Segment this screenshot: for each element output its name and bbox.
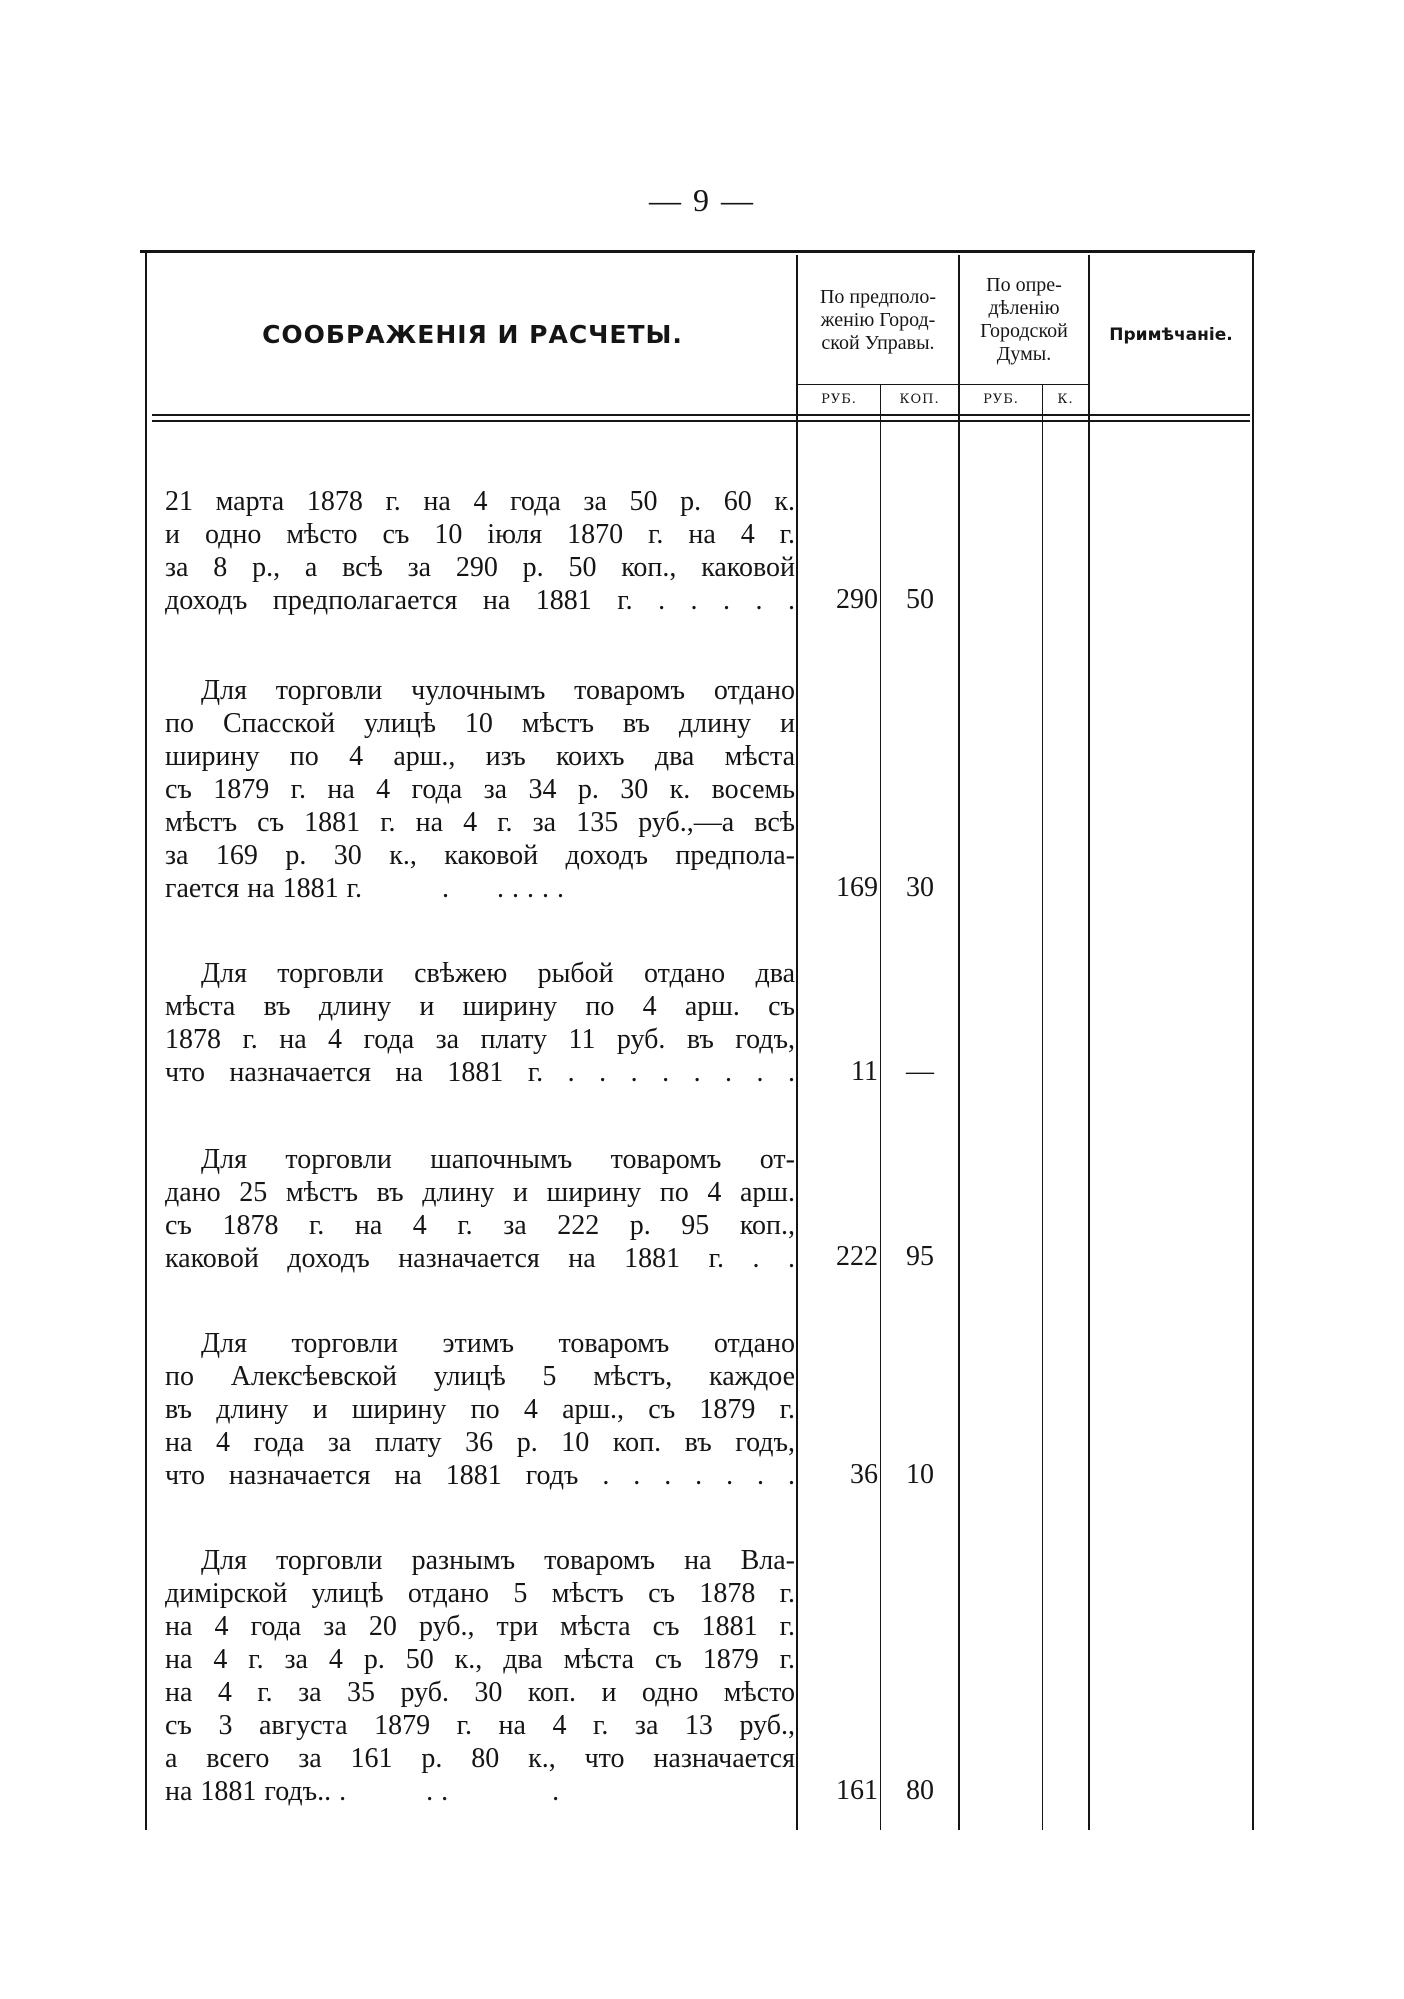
- entry-line: димiрской улицѣ отдано 5 мѣстъ съ 1878 г.: [165, 1578, 795, 1609]
- table-title: СООБРАЖЕНIЯ И РАСЧЕТЫ.: [262, 319, 683, 349]
- entry-text: [165, 674, 795, 905]
- entry-line: на 4 г. за 35 руб. 30 коп. и одно мѣсто: [165, 1677, 795, 1708]
- entry-line: 21 марта 1878 г. на 4 года за 50 р. 60 к.: [165, 486, 795, 517]
- entry-line: а всего за 161 р. 80 к., что назначается: [165, 1743, 795, 1774]
- col-divider-uprava-rub: [880, 385, 881, 1830]
- entry-line: на 4 года за 20 руб., три мѣста съ 1881 г.: [165, 1611, 795, 1642]
- amount-rub: 161: [836, 1775, 878, 1806]
- entry-line: Для торговли этимъ товаромъ отдано: [201, 1328, 795, 1359]
- entry-line: Для торговли свѣжею рыбой отдано два: [201, 958, 795, 989]
- entry-line: что назначается на 1881 годъ . . . . . . .: [165, 1460, 795, 1491]
- amount-kop: 10: [906, 1459, 934, 1490]
- entry-line: за 8 р., а всѣ за 290 р. 50 коп., каковой: [165, 552, 795, 583]
- entry-line: дано 25 мѣстъ въ длину и ширину по 4 арш.: [165, 1177, 795, 1208]
- table-right-border: [1252, 250, 1254, 1830]
- entry-line: по Алексѣевской улицѣ 5 мѣстъ, каждое: [165, 1361, 795, 1392]
- entry-line: мѣстъ съ 1881 г. на 4 г. за 135 руб.,—а всѣ: [165, 807, 795, 838]
- unit-rule-uprava: [798, 384, 958, 385]
- amount-kop: —: [906, 1056, 934, 1087]
- entry-line: по Спасской улицѣ 10 мѣстъ въ длину и: [165, 708, 795, 739]
- entry-text: [165, 1544, 795, 1808]
- amount-rub: 222: [836, 1241, 878, 1272]
- entry-text: [165, 957, 795, 1089]
- entry-text: [165, 1327, 795, 1492]
- unit-k-duma: К.: [1057, 392, 1074, 407]
- entry-line: съ 1879 г. на 4 года за 34 р. 30 к. восемь: [165, 774, 795, 805]
- entry-line: Для торговли чулочнымъ товаромъ отдано: [201, 675, 795, 706]
- entry-line: гается на 1881 г. . . . . . .: [165, 873, 564, 904]
- entry-text: [165, 485, 795, 617]
- entry-line: за 169 р. 30 к., каковой доходъ предпола-: [165, 840, 795, 871]
- entry-text: [165, 1143, 795, 1275]
- entry-line: доходъ предполагается на 1881 г. . . . . .: [165, 585, 795, 616]
- amount-kop: 50: [906, 584, 934, 615]
- entry-line: на 4 года за плату 36 р. 10 коп. въ годъ,: [165, 1427, 795, 1458]
- col-divider-uprava: [958, 255, 960, 1830]
- entry-line: мѣста въ длину и ширину по 4 арш. съ: [165, 991, 795, 1022]
- col-header-note: Примѣчанiе.: [1109, 325, 1233, 345]
- table-left-border: [145, 250, 147, 1830]
- entry-line: на 4 г. за 4 р. 50 к., два мѣста съ 1879 г.: [165, 1644, 795, 1675]
- col-divider-duma-rub: [1042, 385, 1043, 1830]
- entry-line: съ 3 августа 1879 г. на 4 г. за 13 руб.,: [165, 1710, 795, 1741]
- amount-kop: 30: [906, 872, 934, 903]
- entry-line: каковой доходъ назначается на 1881 г. . .: [165, 1243, 795, 1274]
- amount-rub: 36: [850, 1459, 878, 1490]
- amount-rub: 169: [836, 872, 878, 903]
- unit-rub-duma: РУБ.: [983, 392, 1019, 407]
- col-divider-duma: [1088, 255, 1090, 1830]
- entry-line: 1878 г. на 4 года за плату 11 руб. въ годъ,: [165, 1024, 795, 1055]
- entry-line: на 1881 годъ.. . . . .: [165, 1776, 560, 1807]
- amount-rub: 11: [851, 1056, 878, 1087]
- col-header-duma: По опре- дѣленiю Городской Думы.: [980, 274, 1068, 365]
- entry-line: ширину по 4 арш., изъ коихъ два мѣста: [165, 741, 795, 772]
- entry-line: Для торговли разнымъ товаромъ на Вла-: [201, 1545, 795, 1576]
- header-double-rule-1: [152, 414, 1250, 416]
- entry-line: съ 1878 г. на 4 г. за 222 р. 95 коп.,: [165, 1210, 795, 1241]
- table-top-rule: [140, 250, 1255, 253]
- entry-line: что назначается на 1881 г. . . . . . . . .: [165, 1057, 795, 1088]
- amount-rub: 290: [836, 584, 878, 615]
- unit-rub-uprava: РУБ.: [821, 392, 857, 407]
- page-number: — 9 —: [649, 182, 755, 218]
- entry-line: въ длину и ширину по 4 арш., съ 1879 г.: [165, 1394, 795, 1425]
- col-divider-text: [796, 255, 798, 1830]
- entry-line: и одно мѣсто съ 10 iюля 1870 г. на 4 г.: [165, 519, 795, 550]
- unit-kop-uprava: КОП.: [899, 392, 940, 407]
- entry-line: Для торговли шапочнымъ товаромъ от-: [201, 1144, 795, 1175]
- unit-rule-duma: [960, 384, 1088, 385]
- amount-kop: 95: [906, 1241, 934, 1272]
- header-double-rule-2: [152, 420, 1250, 422]
- col-header-uprava: По предполо- женiю Город- ской Управы.: [819, 285, 936, 354]
- amount-kop: 80: [906, 1775, 934, 1806]
